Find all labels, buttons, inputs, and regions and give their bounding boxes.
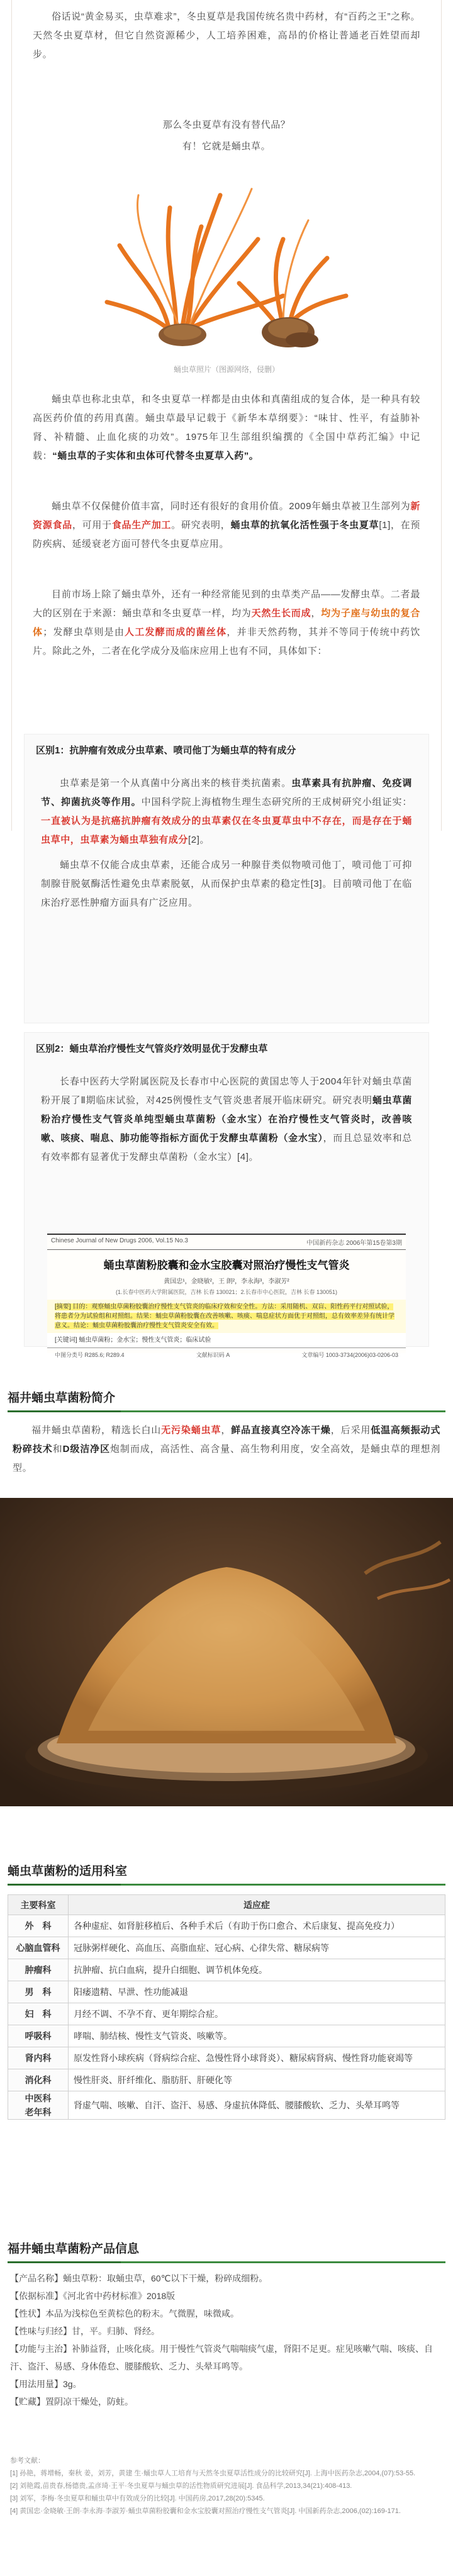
s1-text-b: ， <box>221 1425 232 1436</box>
s1-text-c: ，后采用 <box>330 1425 371 1436</box>
indication-cell: 月经不调、不孕不育、更年期综合症。 <box>69 2003 445 2025</box>
table-row <box>8 2047 445 2069</box>
paper-issue: 中国新药杂志 2006年第15卷第3期 <box>306 1240 402 1247</box>
dept-cell: 外 科 <box>8 1915 69 1937</box>
paper-footer <box>47 1347 406 1361</box>
table-row <box>8 2003 445 2025</box>
section-accent-3 <box>8 2261 121 2263</box>
info-line: 【依据标准】《河北省中药材标准》2018版 <box>10 2291 176 2301</box>
s1-highlight-2: 鲜品直接真空冷冻干燥 <box>231 1425 331 1436</box>
section-product-title: 福井蛹虫草菌粉产品信息 <box>8 2242 140 2256</box>
difference-1-paragraph-1 <box>25 763 428 850</box>
table-header-dept: 主要科室 <box>8 1895 69 1915</box>
s1-highlight-1: 无污染蛹虫草 <box>161 1425 221 1436</box>
d2-text-b: ，而且总显效率和总有效率都有显著优于发酵虫草菌粉（金水宝）[4]。 <box>41 1133 412 1162</box>
section-accent-2 <box>8 1884 121 1886</box>
section-intro-paragraph <box>13 1421 440 1478</box>
difference-1-paragraph-2: 蛹虫草不仅能合成虫草素，还能合成另一种腺苷类似物喷司他丁，喷司他丁可抑制腺苷脱氨酶活性避免虫草素脱氨，从而保护虫草素的稳定性[3]。目前喷司他丁在临床治疗恶性肿瘤方面具有广泛应用。 <box>41 860 412 908</box>
s1-text-d: 和 <box>52 1444 63 1454</box>
indication-cell: 肾虚气喘、咳嗽、自汗、盗汗、易感、身虚抗体降低、腰膝酸软、乏力、头晕耳鸣等 <box>69 2091 445 2120</box>
reference-item: [2] 刘艳霞,苗贵春,杨德贵,孟彦琦·王平·冬虫夏草与蛹虫草的活性物质研究进展[J]. 食品科学,2013,34(21):408-413. <box>10 2482 352 2490</box>
paper-abstract <box>47 1300 406 1333</box>
difference-1-card <box>24 734 429 1023</box>
table-header-indication: 适应症 <box>69 1895 445 1915</box>
difference-2-title: 区别2：蛹虫草治疗慢性支气管炎疗效明显优于发酵虫草 <box>36 1043 268 1054</box>
info-line: 【性状】本品为浅棕色至黄棕色的粉末。气微腥，味微咸。 <box>10 2309 239 2319</box>
indication-cell: 慢性肝炎、肝纤维化、脂肪肝、肝硬化等 <box>69 2069 445 2091</box>
reference-item: [1] 孙艳，蒋增畅，秦秋 姜，刘芳，黄建 生·蛹虫草人工培育与天然冬虫夏草活性成分的比较研究[J]. 上海中医药杂志,2004,(07):53-55. <box>10 2470 416 2477</box>
paper-abstract-text: [摘要] 目的：观察蛹虫草菌粉胶囊治疗慢性支气管炎的临床疗效和安全性。方法：采用随机、双盲、阳性药平行对照试验，将患者分为试验组和对照组。结果：蛹虫草菌粉胶囊在改善咳嗽、咳痰、喘息症状方面优于对照组，总有效率差异有统计学意义。结论：蛹虫草菌粉胶囊治疗慢性支气管炎安全有效。 <box>55 1303 394 1329</box>
p3-highlight-3: 人工发酵而成的菌丝体 <box>125 627 227 638</box>
paper-foot-left: 中图分类号 R285.6; R289.4 <box>55 1352 125 1358</box>
intro-answer: 有！它就是蛹虫草。 <box>182 141 271 152</box>
dept-cell: 肾内科 <box>8 2047 69 2069</box>
paper-journal: Chinese Journal of New Drugs 2006, Vol.15 No.3 <box>51 1237 188 1244</box>
references-title: 参考文献： <box>10 2457 45 2465</box>
p3-text-c: ；发酵虫草则是由 <box>43 627 125 638</box>
indication-cell: 冠脉粥样硬化、高血压、高脂血症、冠心病、心律失常、糖尿病等 <box>69 1937 445 1959</box>
reference-item: [4] 黄国忠·金晓敏·王朗·李永海·李淑芳·蛹虫草菌粉胶囊和金水宝胶囊对照治疗慢性支气管炎[J]. 中国新药杂志,2006,(02):169-171. <box>10 2507 401 2515</box>
d2-text-a: 长春中医药大学附属医院及长春市中心医院的黄国忠等人于2004年针对蛹虫草菌粉开展了Ⅱ期临床试验，对425例慢性支气管炎患者展开临床研究。研究表明 <box>41 1076 412 1106</box>
departments-table <box>8 1894 445 2120</box>
indication-cell: 原发性肾小球疾病（肾病综合症、急慢性肾小球肾炎）、糖尿病肾病、慢性肾功能衰竭等 <box>69 2047 445 2069</box>
d1-text-c: [2]。 <box>188 835 210 845</box>
photo-caption: 蛹虫草照片（图源网络，侵删） <box>173 365 279 374</box>
p3-text-b: ， <box>311 608 322 619</box>
p2-highlight-2: 食品生产加工 <box>111 520 172 531</box>
indication-cell: 阳痿遗精、早泄、性功能减退 <box>69 1981 445 2003</box>
body-p1-text: 蛹虫草也称北虫草，和冬虫夏草一样都是由虫体和真菌组成的复合体，是一种具有较高医药价值的药用真菌。蛹虫草最早记载于《新华本草纲要》：“味甘、性平，有益肺补肾、补精髓、止血化痰的功效”。1975年卫生部组织编撰的《全国中草药汇编》中记载： <box>33 394 420 461</box>
dept-cell: 呼吸科 <box>8 2025 69 2047</box>
d2-highlight-1: 蛹虫草菌粉治疗慢性支气管炎单纯型蛹虫草菌粉（金水宝）在治疗慢性支气管炎时，改善咳嗽、咳痰、喘息、肺功能等指标方面优于发酵虫草菌粉（金水宝） <box>41 1095 412 1144</box>
powder-photo <box>0 1498 453 1806</box>
paper-foot-right: 文章编号 1003-3734(2006)03-0206-03 <box>301 1352 398 1358</box>
s1-text-a: 福井蛹虫草菌粉，精选长白山 <box>31 1425 162 1436</box>
reference-item: [3] 刘军，李梅·冬虫夏草和蛹虫草中有效成分的比较[J]. 中国药房,2017,28(20):5345. <box>10 2495 265 2502</box>
body-paragraph-2 <box>33 497 420 554</box>
table-row <box>8 1937 445 1959</box>
dept-cell: 消化科 <box>8 2069 69 2091</box>
paper-title: 蛹虫草菌粉胶囊和金水宝胶囊对照治疗慢性支气管炎 <box>103 1259 350 1272</box>
d1-highlight-2: 一直被认为是抗癌抗肿瘤有效成分的虫草素仅在冬虫夏草虫中不存在，而是存在于蛹虫草中，虫草素为蛹虫草独有成分 <box>41 816 412 845</box>
s1-highlight-3: 低温高频振动式粉碎技术 <box>13 1425 440 1454</box>
p2-text-c: 。研究表明， <box>171 520 231 531</box>
body-paragraph-3 <box>33 585 420 661</box>
p3-highlight-2: 均为子座与幼虫的复合体 <box>33 608 420 638</box>
paper-affiliation: (1.长春中医药大学附属医院，吉林 长春 130021；2.长春市中心医院，吉林 长春 130051) <box>115 1289 338 1295</box>
p2-text-a: 蛹虫草不仅保健价值丰富，同时还有很好的食用价值。2009年蛹虫草被卫生部列为 <box>52 501 411 512</box>
p3-text-d: ，并非天然药物，其并不等同于传统中药饮片。除此之外，二者在化学成分及临床应用上也有不同，具体如下： <box>33 627 420 656</box>
intro-paragraph: 俗话说“黄金易买，虫草难求”，冬虫夏草是我国传统名贵中药材，有“百药之王”之称。天然冬虫夏草材，但它自然资源稀少，人工培养困难，高昂的价格让普通老百姓望而却步。 <box>33 11 420 60</box>
references <box>0 2455 453 2517</box>
dept-cell: 中医科 老年科 <box>8 2091 69 2120</box>
section-departments-title: 蛹虫草菌粉的适用科室 <box>8 1865 128 1878</box>
section-accent <box>8 1410 121 1412</box>
p3-text-a: 目前市场上除了蛹虫草外，还有一种经常能见到的虫草类产品——发酵虫草。二者最大的区别在于来源：蛹虫草和冬虫夏草一样，均为 <box>33 589 420 619</box>
p2-highlight-3: 蛹虫草的抗氧化活性强于冬虫夏草 <box>230 520 379 531</box>
product-info-list <box>0 2269 453 2410</box>
p3-highlight-1: 天然生长而成 <box>251 608 311 619</box>
table-row <box>8 1959 445 1981</box>
paper-keywords: [关键词] 蛹虫草菌粉；金水宝；慢性支气管炎；临床试验 <box>47 1333 406 1347</box>
s1-highlight-4: D级洁净区 <box>62 1444 111 1454</box>
dept-cell: 肿瘤科 <box>8 1959 69 1981</box>
cordyceps-photo <box>94 170 359 359</box>
info-line: 【产品名称】蛹虫草粉：取蛹虫草，60℃以下干燥，粉碎成细粉。 <box>10 2273 268 2283</box>
info-line: 【功能与主治】补肺益肾，止咳化痰。用于慢性气管炎气喘喘痰气虚，肾阳不足更。症见咳嗽气喘、咳痰、自汗、盗汗、易感、身体倦怠、腰膝酸软、乏力、头晕耳鸣等。 <box>10 2344 433 2371</box>
paper-foot-mid: 文献标识码 A <box>196 1352 230 1358</box>
body-paragraph-1 <box>33 390 420 466</box>
p2-text-b: ，可用于 <box>72 520 112 531</box>
d1-text-a: 虫草素是第一个从真菌中分离出来的核苷类抗菌素。 <box>60 778 292 789</box>
d1-highlight-1: 虫草素具有抗肿瘤、免疫调节、抑菌抗炎等作用。 <box>41 778 412 807</box>
table-row <box>8 2091 445 2120</box>
journal-paper-scan <box>47 1234 406 1358</box>
body-p1-highlight: “蛹虫草的子实体和虫体可代替冬虫夏草入药”。 <box>52 451 259 461</box>
section-intro-title: 福井蛹虫草菌粉简介 <box>8 1392 116 1405</box>
indication-cell: 各种虚症、如肾脏移植后、各种手术后（有助于伤口愈合、术后康复、提高免疫力） <box>69 1915 445 1937</box>
info-line: 【用法用量】3g。 <box>10 2379 82 2389</box>
s1-text-e: 炮制而成，高活性、高含量、高生物利用度，安全高效，是蛹虫草的理想剂型。 <box>13 1444 440 1473</box>
table-row <box>8 2069 445 2091</box>
d1-text-b: 中国科学院上海植物生理生态研究所的王成树研究小组证实： <box>141 797 412 807</box>
difference-1-title: 区别1：抗肿瘤有效成分虫草素、喷司他丁为蛹虫草的特有成分 <box>36 745 296 756</box>
p2-text-d: [1]，在预防疾病、延缓衰老方面可替代冬虫夏草应用。 <box>33 520 421 549</box>
indication-cell: 哮喘、肺结核、慢性支气管炎、咳嗽等。 <box>69 2025 445 2047</box>
info-line: 【贮藏】置阴凉干燥处，防蛀。 <box>10 2397 133 2407</box>
info-line: 【性味与归经】甘，平。归肺、肾经。 <box>10 2326 160 2336</box>
table-header-row <box>8 1895 445 1915</box>
section-intro-header <box>0 1385 453 1412</box>
section-departments-header <box>0 1858 453 1886</box>
p2-highlight-1: 新资源食品 <box>33 501 420 531</box>
dept-cell: 心脑血管科 <box>8 1937 69 1959</box>
table-row <box>8 1981 445 2003</box>
table-row <box>8 2025 445 2047</box>
paper-header <box>47 1235 406 1250</box>
section-product-header <box>0 2236 453 2263</box>
intro-question: 那么冬虫夏草有没有替代品？ <box>162 120 291 130</box>
dept-cell: 男 科 <box>8 1981 69 2003</box>
dept-cell: 妇 科 <box>8 2003 69 2025</box>
paper-authors: 黄国忠¹，金晓敏²，王 朗²，李永海³，李淑芳² <box>164 1278 289 1285</box>
table-row <box>8 1915 445 1937</box>
indication-cell: 抗肿瘤、抗白血病，提升白细胞、调节机体免疫。 <box>69 1959 445 1981</box>
difference-2-paragraph <box>25 1061 428 1167</box>
